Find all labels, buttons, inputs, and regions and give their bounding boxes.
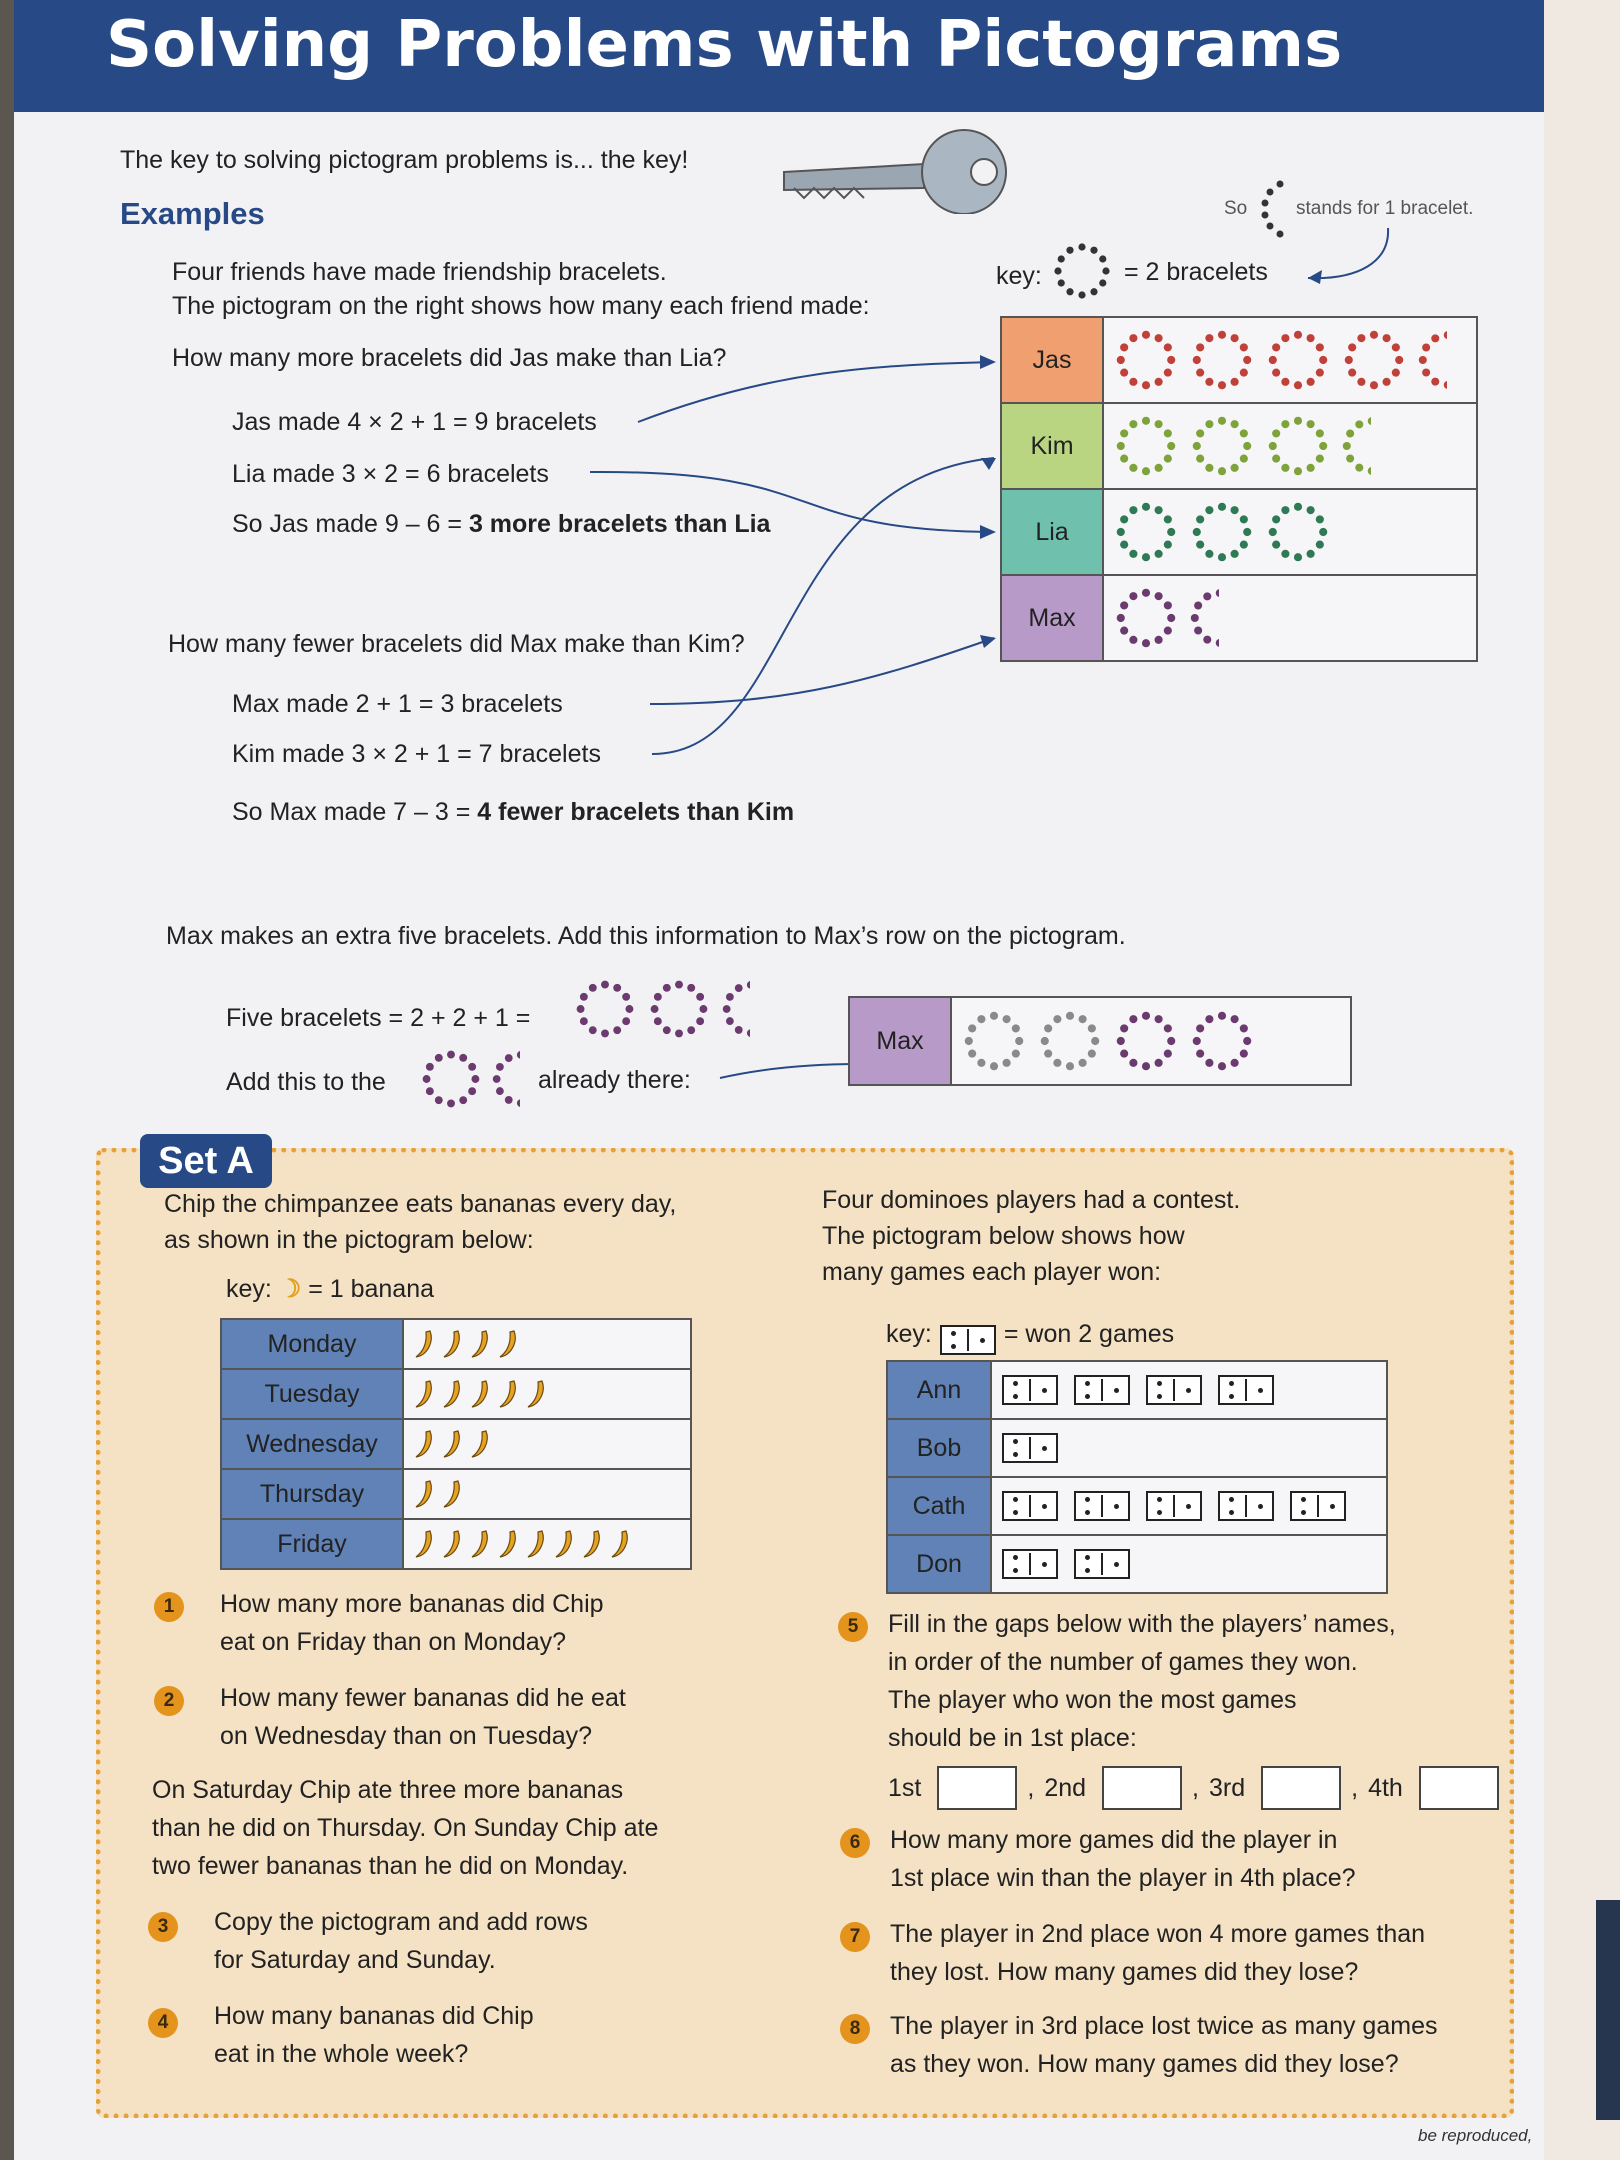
gap-comma: , — [1192, 1773, 1199, 1802]
domino-row — [888, 1362, 1386, 1420]
banana-row — [222, 1420, 690, 1470]
banana-icon — [442, 1429, 464, 1459]
domino-icon — [1290, 1491, 1346, 1521]
banana-icon: ☽ — [278, 1275, 302, 1303]
domino-icon — [1002, 1375, 1058, 1405]
max-row-label: Max — [850, 998, 952, 1084]
question-4-line-2: eat in the whole week? — [214, 2040, 469, 2068]
bracelet-icon — [1266, 328, 1330, 392]
place-label: 3rd — [1208, 1773, 1246, 1802]
bracelet-icon — [648, 978, 710, 1040]
banana-icon — [414, 1379, 436, 1409]
example-question-2: How many fewer bracelets did Max make than Kim? — [168, 630, 745, 658]
set-a-tag: Set A — [140, 1134, 272, 1188]
domino-icon — [1218, 1491, 1274, 1521]
banana-icons — [404, 1420, 492, 1468]
question-3-line-2: for Saturday and Sunday. — [214, 1946, 496, 1974]
place-label: 2nd — [1044, 1773, 1087, 1802]
domino-icons — [992, 1478, 1346, 1534]
bracelet-row-label: Jas — [1002, 318, 1104, 402]
corner-text: be reproduced, — [1418, 2126, 1533, 2145]
chip-intro-2: as shown in the pictogram below: — [164, 1226, 534, 1254]
examples-intro-1: Four friends have made friendship bracelets. — [172, 258, 667, 286]
bracelet-icons — [1104, 318, 1447, 402]
domino-icon — [1074, 1375, 1130, 1405]
question-8-line-1: The player in 3rd place lost twice as many games — [890, 2012, 1438, 2040]
place-label: 4th — [1368, 1773, 1403, 1802]
banana-icon — [498, 1529, 520, 1559]
banana-row — [222, 1470, 690, 1520]
banana-icon — [498, 1329, 520, 1359]
question-7-line-1: The player in 2nd place won 4 more games than — [890, 1920, 1426, 1948]
banana-icon — [414, 1329, 436, 1359]
banana-row — [222, 1320, 690, 1370]
banana-row — [222, 1370, 690, 1420]
bracelet-row — [1002, 318, 1476, 404]
domino-icon — [1074, 1549, 1130, 1579]
gap-comma: , — [1027, 1773, 1035, 1802]
domino-player-label: Don — [888, 1536, 992, 1592]
gap-comma: , — [1351, 1773, 1359, 1802]
banana-day-label: Monday — [222, 1320, 404, 1368]
saturday-line-1: On Saturday Chip ate three more bananas — [152, 1776, 624, 1804]
bracelet-icon — [1266, 414, 1330, 478]
half-bracelet-icon — [722, 978, 750, 1040]
question-1-line-2: eat on Friday than on Monday? — [220, 1628, 567, 1656]
question-1-line-1: How many more bananas did Chip — [220, 1590, 604, 1618]
bracelet-icon — [1114, 328, 1178, 392]
question-number: 7 — [840, 1922, 870, 1952]
domino-icon — [1002, 1491, 1058, 1521]
bracelet-icon — [1038, 1009, 1102, 1073]
banana-icon — [554, 1529, 576, 1559]
domino-row — [888, 1420, 1386, 1478]
bracelet-icon — [1114, 1009, 1178, 1073]
question-6-line-1: How many more games did the player in — [890, 1826, 1338, 1854]
bracelet-row — [1002, 404, 1476, 490]
banana-icons — [404, 1520, 632, 1568]
bracelet-row-label: Lia — [1002, 490, 1104, 574]
bracelet-row-label: Max — [1002, 576, 1104, 660]
bracelet-icon — [1190, 414, 1254, 478]
question-6-line-2: 1st place win than the player in 4th place? — [890, 1864, 1356, 1892]
banana-row — [222, 1520, 690, 1568]
question-5-line-1: Fill in the gaps below with the players’ names, — [888, 1610, 1396, 1638]
question-number: 1 — [154, 1592, 184, 1622]
place-gap-1[interactable] — [937, 1766, 1017, 1810]
banana-icon — [442, 1329, 464, 1359]
banana-icons — [404, 1470, 464, 1518]
banana-icon — [526, 1529, 548, 1559]
bracelet-icon — [962, 1009, 1026, 1073]
banana-key-label: key: ☽ = 1 banana — [226, 1275, 435, 1303]
bracelet-row — [1002, 576, 1476, 660]
domino-icon — [1002, 1549, 1058, 1579]
five-bracelets-label: Five bracelets = 2 + 2 + 1 = — [226, 1004, 531, 1032]
page-title: Solving Problems with Pictograms — [106, 8, 1343, 82]
question-2-line-1: How many fewer bananas did he eat — [220, 1684, 626, 1712]
next-page-edge — [1544, 0, 1620, 2160]
half-bracelet-icon — [1190, 586, 1219, 650]
half-bracelet-icon — [1418, 328, 1447, 392]
key-label: key: — [996, 262, 1042, 290]
saturday-line-3: two fewer bananas than he did on Monday. — [152, 1852, 629, 1880]
question-7-line-2: they lost. How many games did they lose? — [890, 1958, 1359, 1986]
domino-pictogram — [886, 1360, 1388, 1594]
q2-answer: So Max made 7 – 3 = 4 fewer bracelets than Kim — [232, 798, 795, 826]
question-8-line-2: as they won. How many games did they lose? — [890, 2050, 1399, 2078]
banana-icon — [442, 1479, 464, 1509]
max-updated-row — [848, 996, 1352, 1086]
bracelet-icon — [1190, 1009, 1254, 1073]
worksheet-page — [14, 0, 1544, 2160]
question-5-line-3: The player who won the most games — [888, 1686, 1297, 1714]
bracelet-icon — [1190, 328, 1254, 392]
q1-answer: So Jas made 9 – 6 = 3 more bracelets than Lia — [232, 510, 771, 538]
place-gap-3[interactable] — [1261, 1766, 1341, 1810]
q2-working-2: Kim made 3 × 2 + 1 = 7 bracelets — [232, 740, 601, 768]
question-3-line-1: Copy the pictogram and add rows — [214, 1908, 588, 1936]
bracelet-icon — [1114, 586, 1178, 650]
banana-day-label: Tuesday — [222, 1370, 404, 1418]
question-4-line-1: How many bananas did Chip — [214, 2002, 534, 2030]
next-page-strip — [1596, 1900, 1620, 2120]
add-label-a: Add this to the — [226, 1068, 386, 1096]
q1-working-1: Jas made 4 × 2 + 1 = 9 bracelets — [232, 408, 597, 436]
banana-icon — [610, 1529, 632, 1559]
banana-icon — [442, 1529, 464, 1559]
domino-icon — [1074, 1491, 1130, 1521]
extra-bracelets-line: Max makes an extra five bracelets. Add this information to Max’s row on the pictogram. — [166, 922, 1126, 950]
banana-icon — [414, 1479, 436, 1509]
domino-row — [888, 1536, 1386, 1592]
domino-player-label: Ann — [888, 1362, 992, 1418]
examples-intro-2: The pictogram on the right shows how many each friend made: — [172, 292, 870, 320]
bracelet-pictogram — [1000, 316, 1478, 662]
q1-working-2: Lia made 3 × 2 = 6 bracelets — [232, 460, 549, 488]
example-question-1: How many more bracelets did Jas make than Lia? — [172, 344, 727, 372]
banana-icon — [470, 1379, 492, 1409]
domino-icons — [992, 1420, 1058, 1476]
banana-icon — [526, 1379, 548, 1409]
question-number: 6 — [840, 1828, 870, 1858]
banana-icon — [442, 1379, 464, 1409]
half-bracelet-icon — [492, 1048, 520, 1110]
domino-key: key: = won 2 games — [886, 1314, 1174, 1355]
place-gaps — [888, 1766, 1499, 1810]
banana-icons — [404, 1370, 548, 1418]
place-label: 1st — [888, 1773, 922, 1802]
banana-icons — [404, 1320, 520, 1368]
chip-intro-1: Chip the chimpanzee eats bananas every day, — [164, 1190, 677, 1218]
domino-icon — [1146, 1491, 1202, 1521]
question-2-line-2: on Wednesday than on Tuesday? — [220, 1722, 593, 1750]
bracelet-row — [1002, 490, 1476, 576]
add-label-b: already there: — [538, 1066, 691, 1094]
intro-text: The key to solving pictogram problems is... the key! — [120, 146, 689, 174]
bracelet-icon — [574, 978, 636, 1040]
bracelet-icons — [1104, 490, 1330, 574]
question-number: 3 — [148, 1912, 178, 1942]
domino-icons — [992, 1362, 1274, 1418]
bracelet-icon — [1342, 328, 1406, 392]
banana-day-label: Thursday — [222, 1470, 404, 1518]
question-number: 2 — [154, 1686, 184, 1716]
bracelet-icon — [1114, 500, 1178, 564]
banana-pictogram — [220, 1318, 692, 1570]
place-gap-2[interactable] — [1102, 1766, 1182, 1810]
domino-icon — [940, 1314, 996, 1355]
existing-bracelet-icons — [420, 1048, 520, 1110]
banana-icon — [414, 1429, 436, 1459]
domino-intro-2: The pictogram below shows how — [822, 1222, 1185, 1250]
banana-icon — [414, 1529, 436, 1559]
five-bracelet-icons — [574, 978, 750, 1040]
question-number: 5 — [838, 1612, 868, 1642]
max-new-icons — [952, 998, 1254, 1084]
banana-day-label: Friday — [222, 1520, 404, 1568]
key-value: = 2 bracelets — [1124, 258, 1268, 286]
saturday-line-2: than he did on Thursday. On Sunday Chip ate — [152, 1814, 659, 1842]
domino-icon — [1002, 1433, 1058, 1463]
banana-icon — [470, 1429, 492, 1459]
question-number: 4 — [148, 2008, 178, 2038]
question-number: 8 — [840, 2014, 870, 2044]
domino-player-label: Bob — [888, 1420, 992, 1476]
domino-player-label: Cath — [888, 1478, 992, 1534]
domino-intro-3: many games each player won: — [822, 1258, 1162, 1286]
bracelet-icon — [1190, 500, 1254, 564]
bracelet-icons — [1104, 576, 1219, 660]
bracelet-icon — [1266, 500, 1330, 564]
domino-icon — [1146, 1375, 1202, 1405]
banana-icon — [582, 1529, 604, 1559]
domino-row — [888, 1478, 1386, 1536]
bracelet-icon — [420, 1048, 482, 1110]
bracelet-icons — [1104, 404, 1371, 488]
q2-working-1: Max made 2 + 1 = 3 bracelets — [232, 690, 563, 718]
question-5-line-4: should be in 1st place: — [888, 1724, 1137, 1752]
banana-day-label: Wednesday — [222, 1420, 404, 1468]
domino-icons — [992, 1536, 1130, 1592]
domino-intro-1: Four dominoes players had a contest. — [822, 1186, 1241, 1214]
bracelet-row-label: Kim — [1002, 404, 1104, 488]
half-bracelet-icon — [1342, 414, 1371, 478]
domino-icon — [940, 1325, 996, 1355]
place-gap-4[interactable] — [1419, 1766, 1499, 1810]
bracelet-icon — [1114, 414, 1178, 478]
examples-heading: Examples — [120, 196, 265, 231]
note-stands: stands for 1 bracelet. — [1296, 198, 1474, 219]
banana-icon — [470, 1329, 492, 1359]
domino-icon — [1218, 1375, 1274, 1405]
note-so: So — [1224, 198, 1248, 219]
question-5-line-2: in order of the number of games they won. — [888, 1648, 1358, 1676]
banana-icon — [470, 1529, 492, 1559]
banana-icon — [498, 1379, 520, 1409]
